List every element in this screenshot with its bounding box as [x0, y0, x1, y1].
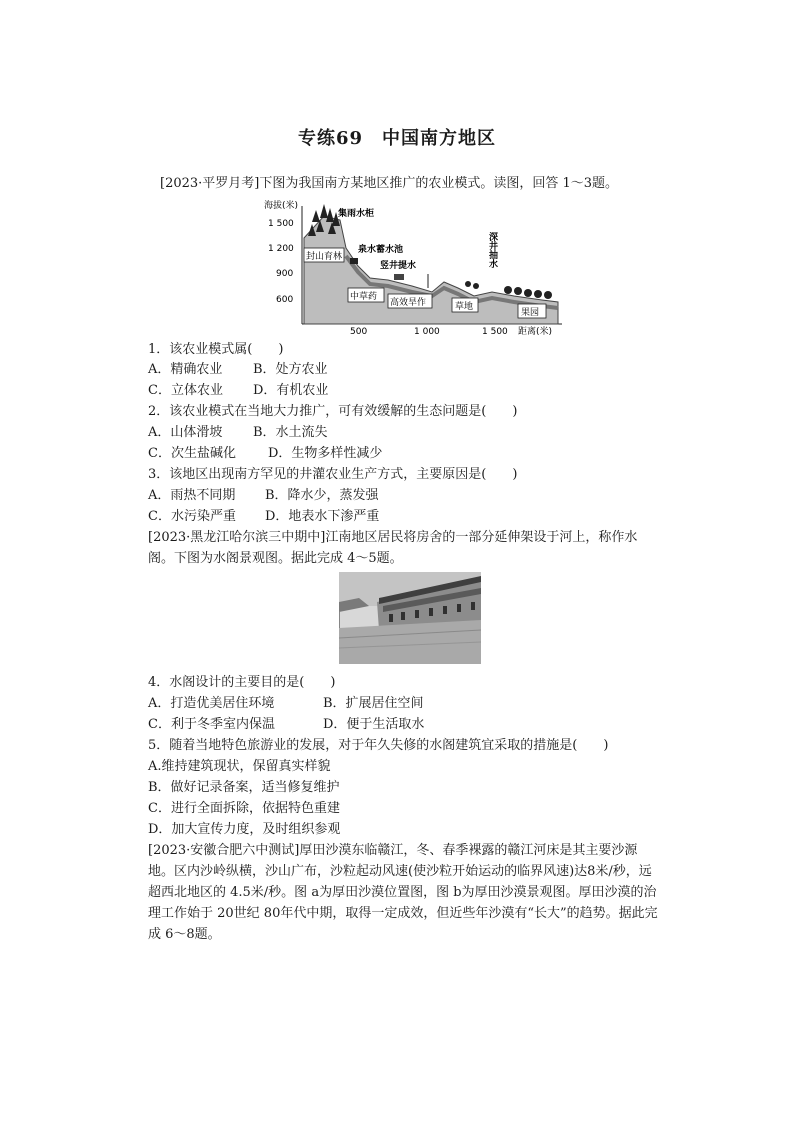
q2-option-b[interactable]: B．水土流失: [253, 425, 328, 440]
q1-options-row1: [148, 360, 548, 380]
y-tick-1500: 1 500: [268, 219, 294, 229]
q5-option-a[interactable]: A.维持建筑现状，保留真实样貌: [148, 759, 331, 774]
water-pavilion-photo: [339, 572, 481, 664]
q4-options-row2: [148, 715, 548, 735]
intro-q4-5-line1: [2023·黑龙江哈尔滨三中期中]江南地区居民将房舍的一部分延伸架设于河上，称作水: [148, 530, 638, 545]
agriculture-profile-figure: [262, 196, 572, 338]
q5-option-c[interactable]: C．进行全面拆除，依据特色重建: [148, 801, 340, 816]
intro-q6-8-line5: 成 6～8题。: [148, 927, 221, 942]
intro-q6-8-line2: 地。区内沙岭纵横，沙山广布，沙粒起动风速(使沙粒开始运动的临界风速)达8米/秒，远: [148, 864, 652, 879]
q5-option-b[interactable]: B．做好记录备案，适当修复维护: [148, 780, 340, 795]
q1-stem: 1．该农业模式属( ): [148, 342, 284, 357]
q4-stem: 4．水阁设计的主要目的是( ): [148, 675, 336, 690]
q4-option-b[interactable]: B．扩展居住空间: [323, 696, 424, 711]
label-herbs: 中草药: [350, 292, 378, 302]
x-axis-label: 距离(米): [518, 327, 553, 337]
q2-option-d[interactable]: D．生物多样性减少: [268, 446, 383, 461]
y-tick-600: 600: [276, 295, 294, 305]
q5-stem: 5．随着当地特色旅游业的发展，对于年久失修的水阁建筑宜采取的措施是( ): [148, 738, 609, 753]
grass-trees: [465, 281, 479, 289]
label-orchard: 果园: [521, 308, 540, 318]
q1-option-d[interactable]: D．有机农业: [253, 383, 329, 398]
q1-option-b[interactable]: B．处方农业: [253, 362, 328, 377]
q3-options-row1: [148, 486, 548, 506]
q2-option-c[interactable]: C．次生盐碱化: [148, 446, 236, 461]
label-well: 竖井提水: [380, 261, 417, 271]
intro-q4-5-line2: 阁。下图为水阁景观图。据此完成 4～5题。: [148, 551, 403, 566]
q4-option-c[interactable]: C．利于冬季室内保温: [148, 717, 275, 732]
q3-stem: 3．该地区出现南方罕见的井灌农业生产方式，主要原因是( ): [148, 467, 518, 482]
label-rain-cabinet: 集雨水柜: [338, 209, 375, 219]
q1-option-a[interactable]: A．精确农业: [148, 362, 223, 377]
intro-q6-8-line3: 超西北地区的 4.5米/秒。图 a为厚田沙漠位置图，图 b为厚田沙漠景观图。厚田沙漠的治: [148, 885, 657, 900]
q2-option-a[interactable]: A．山体滑坡: [148, 425, 223, 440]
page-title: 专练69 中国南方地区: [297, 128, 497, 149]
label-pump: 深井抽水: [487, 232, 497, 268]
q1-option-c[interactable]: C．立体农业: [148, 383, 223, 398]
q1-options-row2: [148, 381, 548, 401]
q5-option-d[interactable]: D．加大宣传力度，及时组织参观: [148, 822, 341, 837]
x-tick-1500: 1 500: [482, 327, 508, 337]
q4-options-row1: [148, 694, 548, 714]
q3-option-a[interactable]: A．雨热不同期: [148, 488, 236, 503]
intro-q6-8-line4: 理工作始于 20世纪 80年代中期，取得一定成效，但近些年沙漠有“长大”的趋势。据此完: [148, 906, 658, 921]
y-tick-1200: 1 200: [268, 244, 294, 254]
intro-q6-8-line1: [2023·安徽合肥六中测试]厚田沙漠东临赣江，冬、春季裸露的赣江河床是其主要沙源: [148, 843, 638, 858]
well-icon: [394, 274, 404, 280]
q4-option-d[interactable]: D．便于生活取水: [323, 717, 425, 732]
pool-icon: [350, 258, 358, 264]
intro-q1-3: [2023·平罗月考]下图为我国南方某地区推广的农业模式。读图，回答 1～3题。: [160, 176, 619, 191]
label-forest: 封山育林: [306, 252, 343, 262]
y-axis-label: 海拔(米): [264, 201, 299, 211]
q3-option-d[interactable]: D．地表水下渗严重: [265, 509, 380, 524]
label-spring-pool: 泉水蓄水池: [358, 245, 404, 255]
y-tick-900: 900: [276, 269, 294, 279]
q2-stem: 2．该农业模式在当地大力推广，可有效缓解的生态问题是( ): [148, 404, 518, 419]
q3-option-c[interactable]: C．水污染严重: [148, 509, 236, 524]
x-tick-1000: 1 000: [414, 327, 440, 337]
label-grass: 草地: [455, 302, 474, 312]
q2-options-row1: [148, 423, 548, 443]
label-dry-crops: 高效旱作: [390, 298, 427, 308]
q3-option-b[interactable]: B．降水少，蒸发强: [265, 488, 379, 503]
q3-options-row2: [148, 507, 548, 527]
q2-options-row2: [148, 444, 548, 464]
q4-option-a[interactable]: A．打造优美居住环境: [148, 696, 275, 711]
x-tick-500: 500: [350, 327, 368, 337]
